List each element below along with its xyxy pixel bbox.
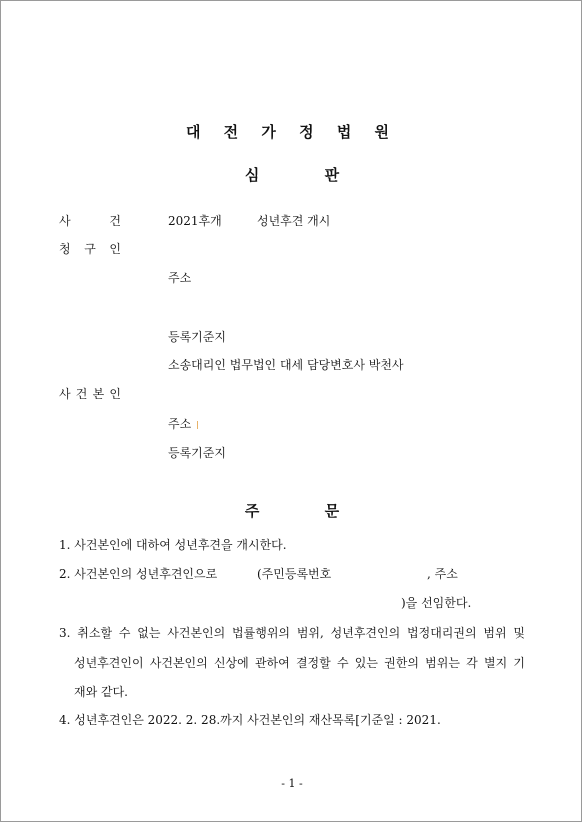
order-1: 1. 사건본인에 대하여 성년후견을 개시한다.: [59, 538, 287, 552]
order-3-line-3: 재와 같다.: [74, 685, 128, 699]
case-name: 성년후견 개시: [257, 214, 331, 228]
principal-address-label: 주소: [168, 417, 192, 431]
redaction-mark: [197, 421, 198, 429]
order-heading: 주 문: [244, 502, 340, 520]
case-label: 사 건: [59, 214, 121, 228]
petitioner-registry-label: 등록기준지: [168, 330, 226, 344]
order-2-start: 2. 사건본인의 성년후견인으로: [59, 567, 218, 581]
case-number: 2021후개: [168, 214, 222, 228]
petitioner-agent: 소송대리인 법무법인 대세 담당변호사 박천사: [168, 358, 404, 372]
order-2-end: )을 선임한다.: [401, 596, 472, 610]
order-3-line-2: 성년후견인이 사건본인의 신상에 관하여 결정할 수 있는 권한의 범위는 각 별지 기: [74, 656, 525, 670]
petitioner-label: 청 구 인: [59, 242, 121, 256]
court-name: 대 전 가 정 법 원: [185, 123, 399, 141]
principal-label: 사 건 본 인: [59, 387, 121, 401]
page-number: - 1 -: [281, 777, 303, 790]
order-2-reg-number: (주민등록번호: [257, 567, 332, 581]
document-type: 심 판: [244, 166, 340, 184]
order-2-address: , 주소: [427, 567, 458, 581]
principal-address-row: [168, 417, 198, 431]
petitioner-address-label: 주소: [168, 271, 192, 285]
order-3-line-1: 3. 취소할 수 없는 사건본인의 법률행위의 범위, 성년후견인의 법정대리권의 범위 및: [59, 626, 525, 640]
order-4: 4. 성년후견인은 2022. 2. 28.까지 사건본인의 재산목록[기준일 : 2021.: [59, 713, 441, 727]
principal-registry-label: 등록기준지: [168, 446, 226, 460]
